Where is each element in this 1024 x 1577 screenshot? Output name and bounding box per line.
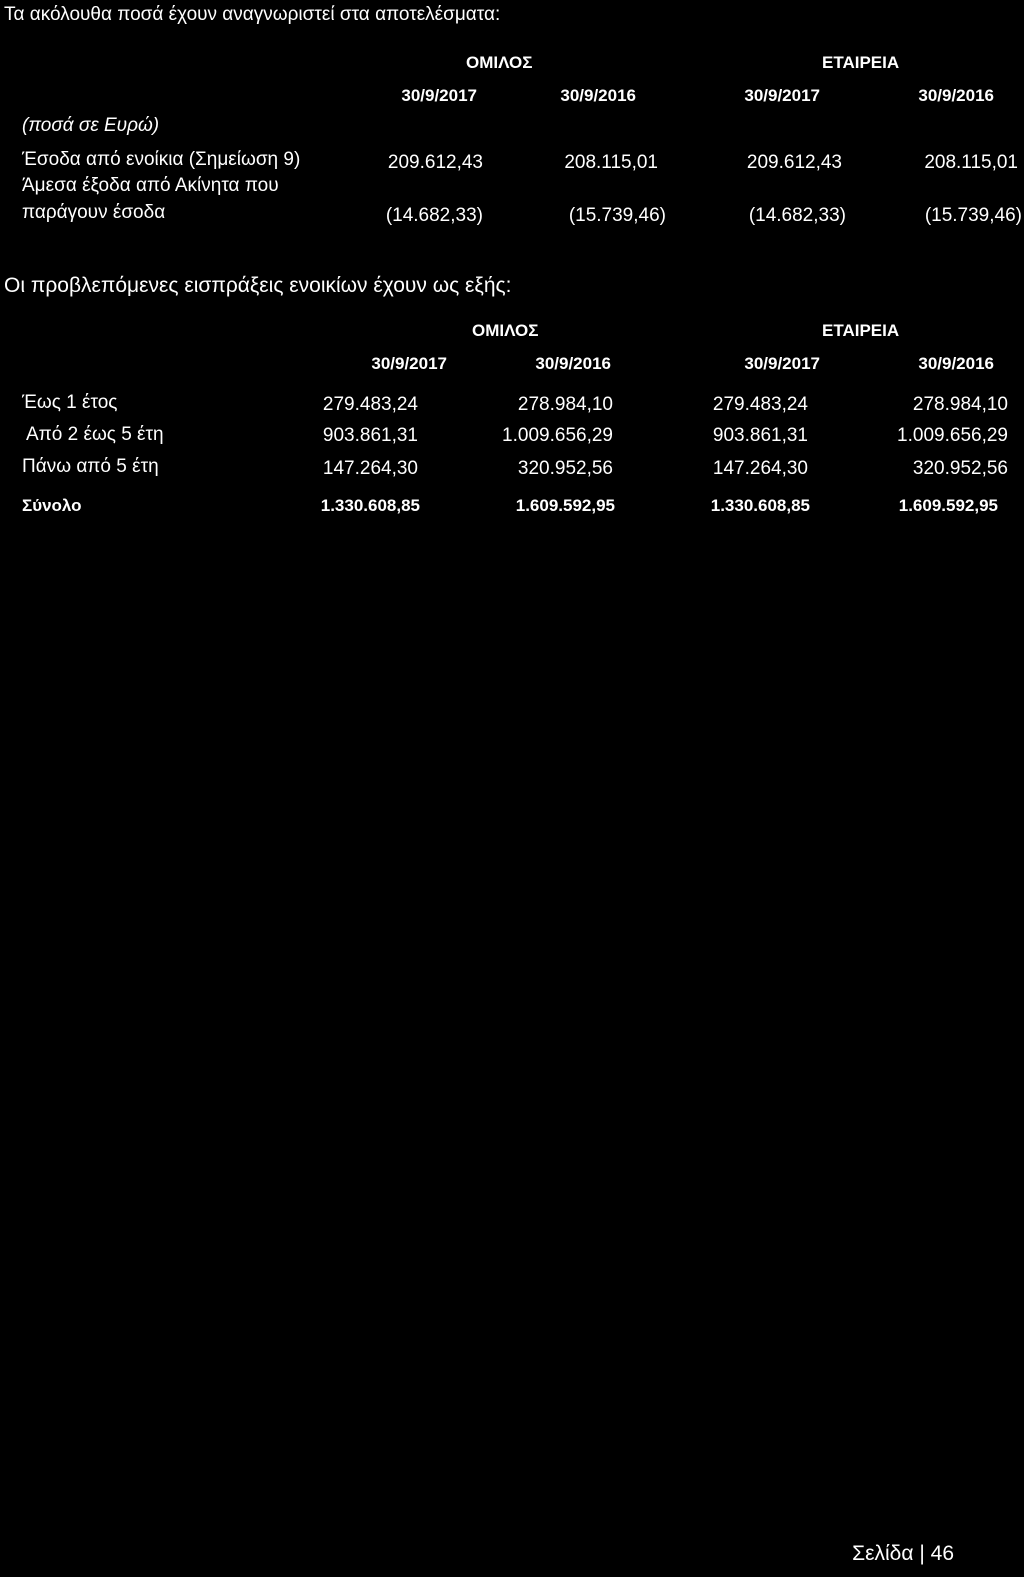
row-label: Έσοδα από ενοίκια (Σημείωση 9) [22, 149, 301, 170]
table-cell: 1.009.656,29 [897, 425, 1008, 446]
total-cell: 1.330.608,85 [320, 496, 420, 515]
date-header: 30/9/2016 [535, 354, 611, 373]
table-cell: 278.984,10 [517, 394, 613, 415]
date-header: 30/9/2017 [401, 86, 477, 105]
table-cell: 278.984,10 [912, 394, 1008, 415]
table-cell: 320.952,56 [912, 458, 1008, 479]
date-header: 30/9/2017 [744, 354, 820, 373]
intro-text: Τα ακόλουθα ποσά έχουν αναγνωριστεί στα αποτελέσματα: [4, 4, 501, 25]
table-cell: 279.483,24 [712, 394, 808, 415]
date-header: 30/9/2016 [560, 86, 636, 105]
section-intro-text: Οι προβλεπόμενες εισπράξεις ενοικίων έχουν ως εξής: [4, 274, 512, 297]
table-cell: 903.861,31 [322, 425, 418, 446]
table-cell: 903.861,31 [712, 425, 808, 446]
row-label: Από 2 έως 5 έτη [26, 424, 164, 445]
table-cell: 320.952,56 [517, 458, 613, 479]
group-header-etaireia: ΕΤΑΙΡΕΙΑ [822, 53, 900, 72]
group-header-omilos: ΟΜΙΛΟΣ [472, 321, 539, 340]
table-cell: 279.483,24 [322, 394, 418, 415]
row-label: παράγουν έσοδα [22, 202, 166, 223]
date-header: 30/9/2016 [918, 86, 994, 105]
table-cell: 147.264,30 [712, 458, 808, 479]
table-cell: 208.115,01 [924, 152, 1018, 173]
table-cell: 209.612,43 [746, 152, 842, 173]
row-label: Άμεσα έξοδα από Ακίνητα που [22, 175, 279, 196]
table-cell: (15.739,46) [924, 205, 1022, 226]
row-label: Έως 1 έτος [22, 392, 118, 413]
table-cell: (15.739,46) [568, 205, 666, 226]
table-cell: (14.682,33) [385, 205, 483, 226]
table-cell: 208.115,01 [564, 152, 658, 173]
total-cell: 1.609.592,95 [515, 496, 615, 515]
unit-note: (ποσά σε Ευρώ) [22, 115, 160, 136]
table-cell: 1.009.656,29 [502, 425, 613, 446]
date-header: 30/9/2017 [371, 354, 447, 373]
total-cell: 1.330.608,85 [710, 496, 810, 515]
date-header: 30/9/2016 [918, 354, 994, 373]
table-cell: 147.264,30 [322, 458, 418, 479]
table-cell: 209.612,43 [387, 152, 483, 173]
row-label: Πάνω από 5 έτη [22, 456, 159, 477]
group-header-etaireia: ΕΤΑΙΡΕΙΑ [822, 321, 900, 340]
table-cell: (14.682,33) [748, 205, 846, 226]
total-label: Σύνολο [22, 496, 82, 515]
page-number: Σελίδα | 46 [852, 1542, 954, 1565]
total-cell: 1.609.592,95 [898, 496, 998, 515]
date-header: 30/9/2017 [744, 86, 820, 105]
group-header-omilos: ΟΜΙΛΟΣ [466, 53, 533, 72]
